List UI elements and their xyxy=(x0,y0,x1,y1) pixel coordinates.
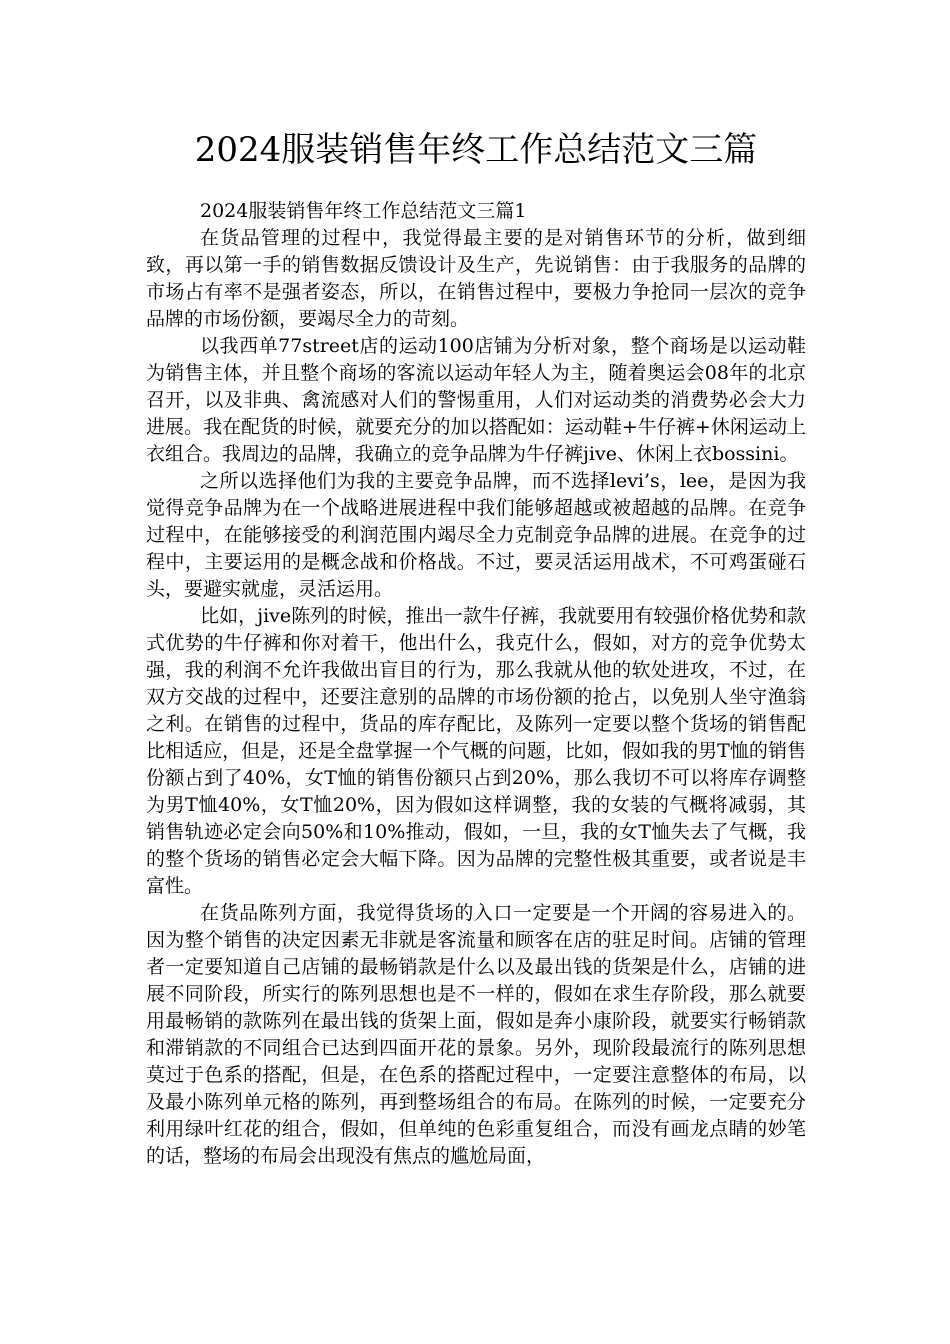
document-page xyxy=(146,0,806,1170)
section-heading: 2024服装销售年终工作总结范文三篇1 xyxy=(200,200,527,222)
paragraph-4: 比如，jive陈列的时候，推出一款牛仔裤，我就要用有较强价格优势和款式优势的牛仔裤和你对着干，他出什么，我克什么，假如，对方的竞争优势太强，我的利润不允许我做出盲目的行为，那么我就从他的软处进攻，不过，在双方交战的过程中，还要注意别的品牌的市场份额的抢占，以免别人坐守渔翁之利。在销售的过程中，货品的库存配比，及陈列一定要以整个货场的销售配比相适应，但是，还是全盘掌握一个气概的问题，比如，假如我的男T恤的销售份额占到了40%，女T恤的销售份额只占到20%，那么我切不可以将库存调整为男T恤40%，女T恤20%，因为假如这样调整，我的女装的气概将减弱，其销售轨迹必定会向50%和10%推动，假如，一旦，我的女T恤失去了气概，我的整个货场的销售必定会大幅下降。因为品牌的完整性极其重要，或者说是丰富性。 xyxy=(146,605,806,897)
paragraph-5: 在货品陈列方面，我觉得货场的入口一定要是一个开阔的容易进入的。因为整个销售的决定因素无非就是客流量和顾客在店的驻足时间。店铺的管理者一定要知道自己店铺的最畅销款是什么以及最出钱的货架是什么，店铺的进展不同阶段，所实行的陈列思想也是不一样的，假如在求生存阶段，那么就要用最畅销的款陈列在最出钱的货架上面，假如是奔小康阶段，就要实行畅销款和滞销款的不同组合已达到四面开花的景象。另外，现阶段最流行的陈列思想莫过于色系的搭配，但是，在色系的搭配过程中，一定要注意整体的布局，以及最小陈列单元格的陈列，再到整场组合的布局。在陈列的时候，一定要充分利用绿叶红花的组合，假如，但单纯的色彩重复组合，而没有画龙点睛的妙笔的话，整场的布局会出现没有焦点的尴尬局面， xyxy=(146,902,806,1167)
paragraph-2: 以我西单77street店的运动100店铺为分析对象，整个商场是以运动鞋为销售主体，并且整个商场的客流以运动年轻人为主，随着奥运会08年的北京召开，以及非典、禽流感对人们的警惕重用，人们对运动类的消费势必会大力进展。我在配货的时候，就要充分的加以搭配如：运动鞋+牛仔裤+休闲运动上衣组合。我周边的品牌，我确立的竞争品牌为牛仔裤jive、休闲上衣bossini。 xyxy=(146,335,806,465)
paragraph-3: 之所以选择他们为我的主要竞争品牌，而不选择levi’s，lee，是因为我觉得竞争品牌为在一个战略进展进程中我们能够超越或被超越的品牌。在竞争过程中，在能够接受的利润范围内竭尽全力克制竞争品牌的进展。在竞争的过程中，主要运用的是概念战和价格战。不过，要灵活运用战术，不可鸡蛋碰石头，要避实就虚，灵活运用。 xyxy=(146,470,806,600)
paragraph-1: 在货品管理的过程中，我觉得最主要的是对销售环节的分析，做到细致，再以第一手的销售数据反馈设计及生产，先说销售：由于我服务的品牌的市场占有率不是强者姿态，所以，在销售过程中，要极力争抢同一层次的竞争品牌的市场份额，要竭尽全力的苛刻。 xyxy=(146,227,806,330)
page-title: 2024服装销售年终工作总结范文三篇 xyxy=(194,130,758,170)
